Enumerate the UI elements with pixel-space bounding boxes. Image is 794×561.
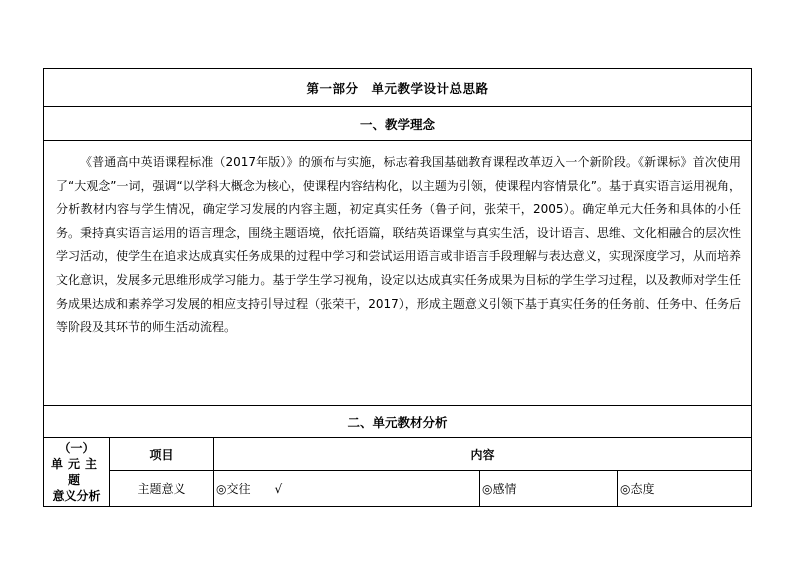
- checkmark-icon: √: [274, 482, 283, 497]
- theme-meaning-cell: 主题意义: [110, 471, 214, 507]
- option-attitude: [618, 471, 752, 507]
- teaching-philosophy-body: [44, 141, 752, 406]
- option-communication: [214, 471, 480, 507]
- section2-heading: 二、单元教材分析: [44, 406, 752, 438]
- unit-theme-label-line3: 意义分析: [52, 489, 101, 503]
- section1-heading: 一、教学理念: [44, 107, 752, 141]
- option-emotion-label: ◎感情: [482, 482, 517, 497]
- option-communication-label: ◎交往: [216, 482, 251, 497]
- unit-theme-label: [44, 438, 110, 507]
- unit-theme-label-line2: 单元主题: [50, 457, 102, 487]
- col-header-content: 内容: [214, 438, 752, 471]
- teaching-philosophy-paragraph: 《普通高中英语课程标准（2017年版）》的颁布与实施，标志着我国基础教育课程改革迈入一个新阶段。《新课标》首次使用了“大观念”一词，强调“以学科大概念为核心，使课程内容结构化，以主题为引领，使课程内容情景化”。基于真实语言运用视角，分析教材内容与学生情况，确定学习发展的内容主题，初定真实任务（鲁子问，张荣干，2005）。确定单元大任务和具体的小任务。秉持真实语言运用的语言理念，围绕主题语境，依托语篇，联结英语课堂与真实生活，设计语言、思维、文化相融合的层次性学习活动，使学生在追求达成真实任务成果的过程中学习和尝试运用语言或非语言手段理解与表达意义，实现深度学习，从而培养文化意识，发展多元思维形成学习能力。基于学生学习视角，设定以达成真实任务成果为目标的学生学习过程，以及教师对学生任务成果达成和素养学习发展的相应支持引导过程（张荣干，2017），形成主题意义引领下基于真实任务的任务前、任务中、任务后等阶段及其环节的师生活动流程。: [56, 155, 742, 335]
- document-title: 第一部分 单元教学设计总思路: [44, 69, 752, 107]
- unit-theme-label-line1: （一）: [58, 441, 95, 455]
- option-attitude-label: ◎态度: [620, 482, 655, 497]
- option-emotion: [480, 471, 618, 507]
- design-table: [43, 68, 752, 507]
- col-header-item: 项目: [110, 438, 214, 471]
